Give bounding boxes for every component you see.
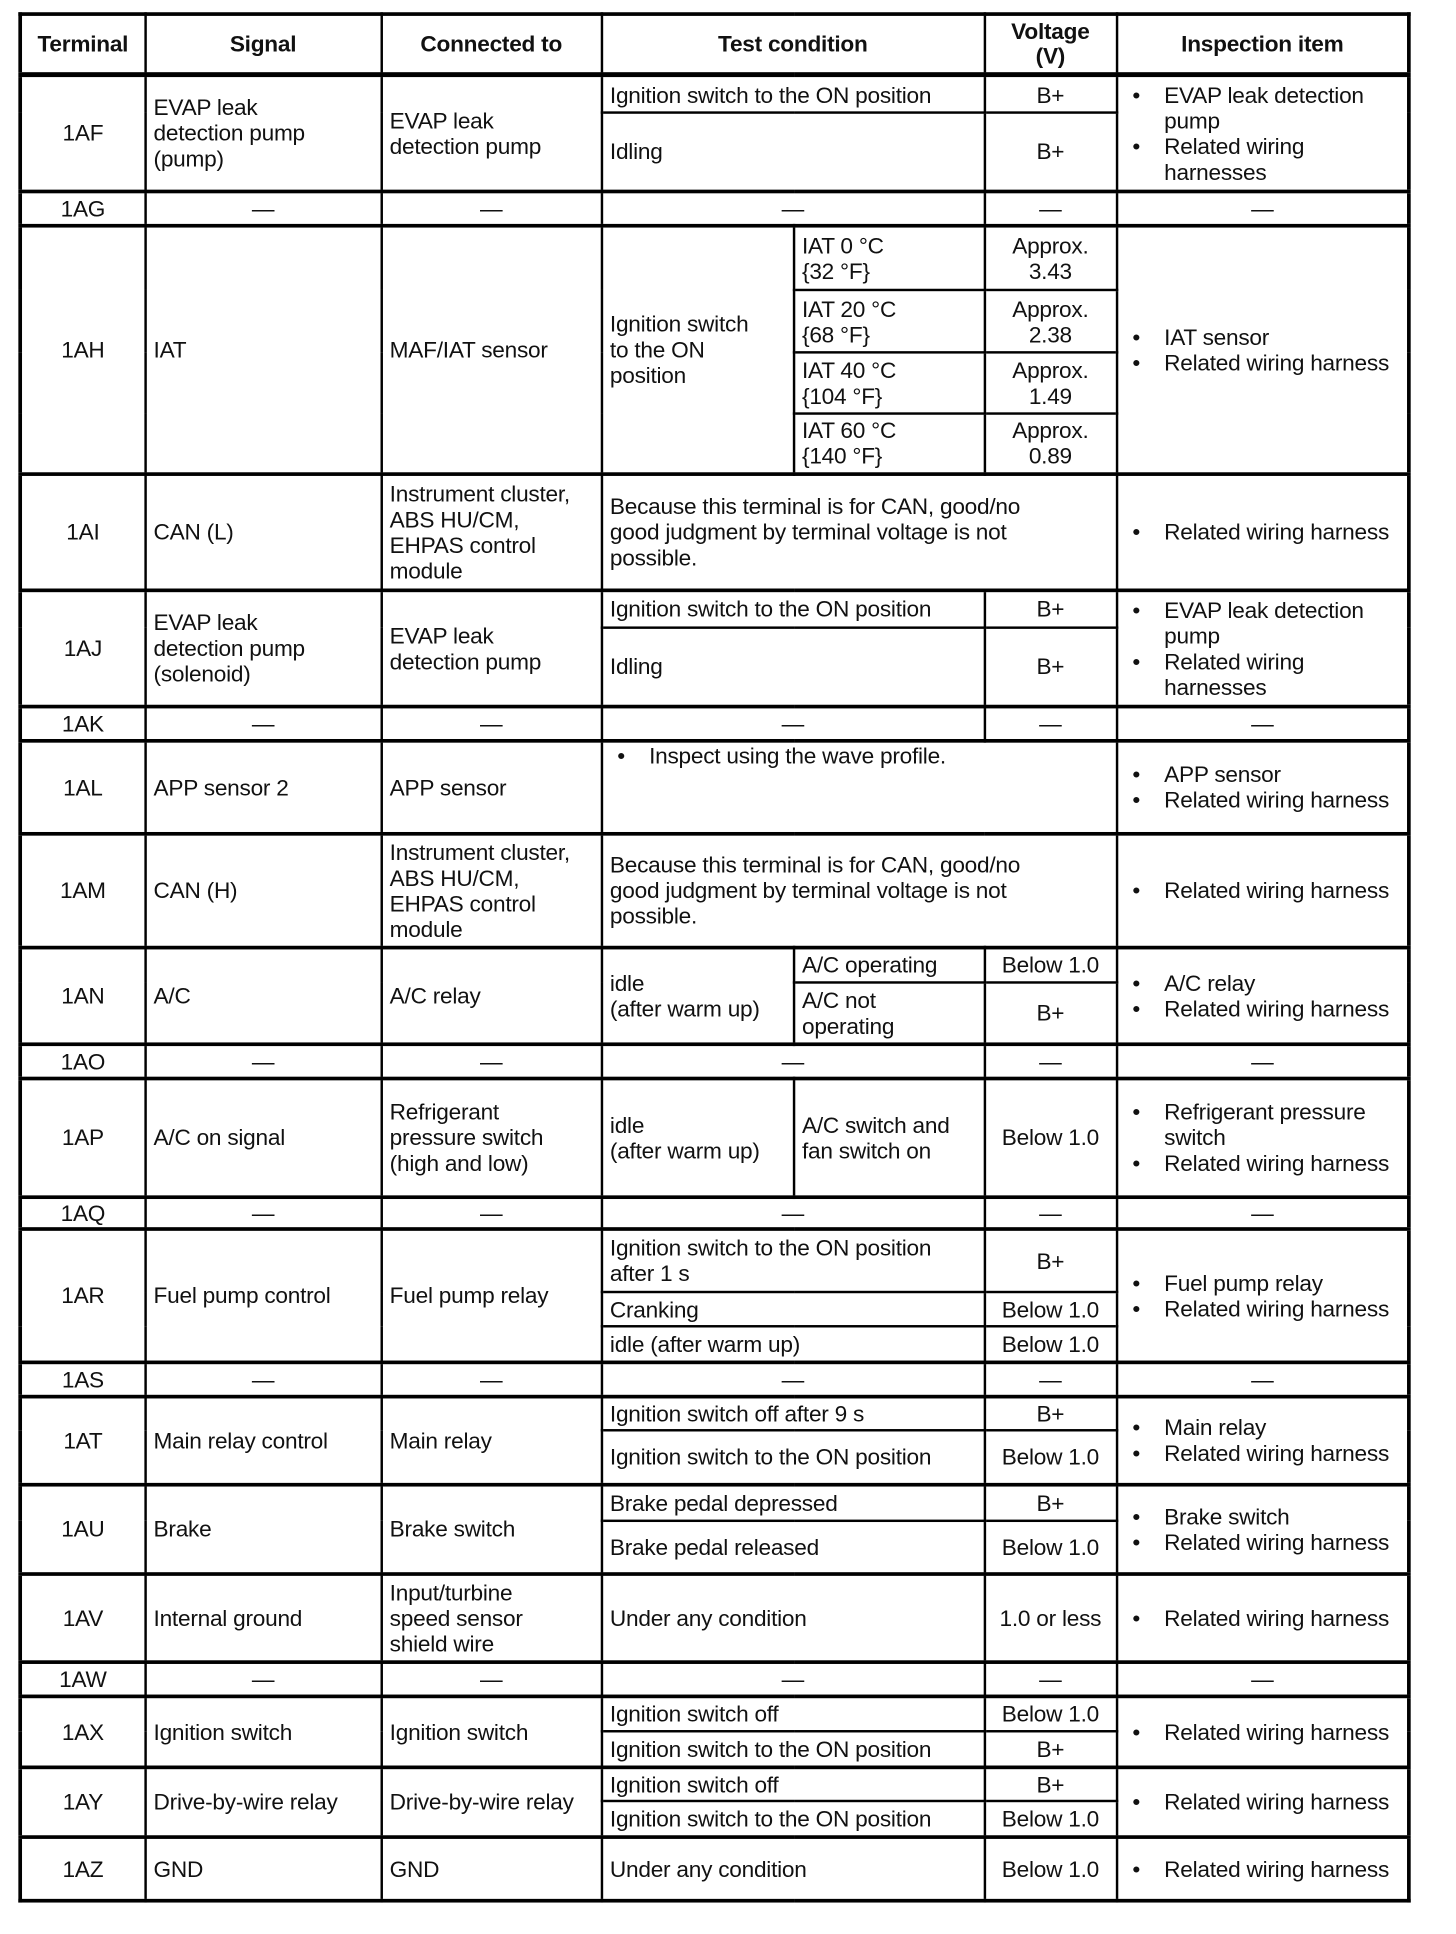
table-row bbox=[20, 1362, 1409, 1396]
table-row bbox=[20, 225, 1409, 290]
voltage-cell: Below 1.0 bbox=[984, 1078, 1116, 1197]
terminal-cell: 1AR bbox=[20, 1228, 145, 1361]
test-condition-cell: — bbox=[601, 1362, 984, 1396]
table-row bbox=[20, 1197, 1409, 1229]
signal-cell: CAN (H) bbox=[145, 833, 381, 947]
inspection-list bbox=[1125, 1503, 1400, 1554]
voltage-cell: — bbox=[984, 191, 1116, 225]
test-condition-group: idle (after warm up) bbox=[601, 1078, 793, 1197]
voltage-cell: Below 1.0 bbox=[984, 1836, 1116, 1900]
table-row bbox=[20, 1396, 1409, 1430]
connected-to-cell: — bbox=[381, 191, 601, 225]
header-test-condition: Test condition bbox=[601, 14, 984, 75]
signal-cell: EVAP leak detection pump (solenoid) bbox=[145, 590, 381, 706]
voltage-cell: — bbox=[984, 1044, 1116, 1078]
signal-cell: — bbox=[145, 1662, 381, 1696]
inspection-item: • Related wiring harness bbox=[1125, 1605, 1400, 1631]
inspection-item: • Related wiring harness bbox=[1125, 787, 1400, 813]
voltage-cell: — bbox=[984, 1662, 1116, 1696]
voltage-cell: Below 1.0 bbox=[984, 1292, 1116, 1326]
terminal-cell: 1AT bbox=[20, 1396, 145, 1484]
inspection-cell bbox=[1116, 947, 1408, 1044]
signal-cell: A/C bbox=[145, 947, 381, 1044]
inspection-cell bbox=[1116, 1767, 1408, 1837]
table-body bbox=[20, 75, 1409, 1900]
terminal-cell: 1AH bbox=[20, 225, 145, 473]
inspection-item: • Related wiring harness bbox=[1125, 1855, 1400, 1881]
signal-cell: Main relay control bbox=[145, 1396, 381, 1484]
terminal-cell: 1AS bbox=[20, 1362, 145, 1396]
inspection-list bbox=[1125, 1855, 1400, 1881]
signal-cell: — bbox=[145, 1044, 381, 1078]
inspection-cell bbox=[1116, 1836, 1408, 1900]
test-condition-cell: Ignition switch off after 9 s bbox=[601, 1396, 984, 1430]
signal-cell: Fuel pump control bbox=[145, 1228, 381, 1361]
inspection-list bbox=[1125, 761, 1400, 812]
table-row bbox=[20, 473, 1409, 589]
inspection-cell bbox=[1116, 225, 1408, 473]
test-condition-sub: A/C operating bbox=[793, 947, 984, 982]
test-condition-note bbox=[601, 740, 1116, 833]
inspection-list bbox=[1125, 1099, 1400, 1176]
test-condition-cell: Idling bbox=[601, 113, 984, 191]
test-condition-sub: A/C not operating bbox=[793, 982, 984, 1043]
inspection-item: • APP sensor bbox=[1125, 761, 1400, 787]
connected-to-cell: GND bbox=[381, 1836, 601, 1900]
voltage-cell: Below 1.0 bbox=[984, 1326, 1116, 1361]
signal-cell: — bbox=[145, 1362, 381, 1396]
inspection-item: • EVAP leak detection pump bbox=[1125, 596, 1400, 647]
connected-to-cell: — bbox=[381, 1362, 601, 1396]
test-condition-cell: — bbox=[601, 1662, 984, 1696]
test-condition-cell: Under any condition bbox=[601, 1836, 984, 1900]
terminal-cell: 1AI bbox=[20, 473, 145, 589]
test-condition-cell: Ignition switch off bbox=[601, 1767, 984, 1801]
voltage-cell: B+ bbox=[984, 628, 1116, 706]
terminal-cell: 1AV bbox=[20, 1573, 145, 1661]
inspection-item: • EVAP leak detection pump bbox=[1125, 82, 1400, 133]
connected-to-cell: Refrigerant pressure switch (high and low) bbox=[381, 1078, 601, 1197]
test-condition-cell: — bbox=[601, 191, 984, 225]
inspection-item: • Related wiring harness bbox=[1125, 1529, 1400, 1555]
inspection-list bbox=[1125, 970, 1400, 1021]
table-row bbox=[20, 1696, 1409, 1731]
note-item: • Inspect using the wave profile. bbox=[610, 742, 1108, 768]
signal-cell: — bbox=[145, 1197, 381, 1229]
table-row bbox=[20, 833, 1409, 947]
terminal-inspection-table bbox=[18, 12, 1410, 1902]
terminal-cell: 1AW bbox=[20, 1662, 145, 1696]
signal-cell: EVAP leak detection pump (pump) bbox=[145, 75, 381, 191]
connected-to-cell: APP sensor bbox=[381, 740, 601, 833]
inspection-item: • Related wiring harness bbox=[1125, 1718, 1400, 1744]
signal-cell: Internal ground bbox=[145, 1573, 381, 1661]
inspection-item: • Brake switch bbox=[1125, 1503, 1400, 1529]
test-condition-cell: Ignition switch off bbox=[601, 1696, 984, 1731]
inspection-item: • Main relay bbox=[1125, 1414, 1400, 1440]
connected-to-cell: Instrument cluster, ABS HU/CM, EHPAS control module bbox=[381, 833, 601, 947]
connected-to-cell: EVAP leak detection pump bbox=[381, 75, 601, 191]
terminal-cell: 1AL bbox=[20, 740, 145, 833]
inspection-item: • Fuel pump relay bbox=[1125, 1269, 1400, 1295]
inspection-cell bbox=[1116, 1228, 1408, 1361]
test-condition-cell: Ignition switch to the ON position bbox=[601, 1430, 984, 1484]
inspection-cell: — bbox=[1116, 1662, 1408, 1696]
inspection-item: • Related wiring harness bbox=[1125, 349, 1400, 375]
test-condition-cell: Idling bbox=[601, 628, 984, 706]
terminal-cell: 1AO bbox=[20, 1044, 145, 1078]
inspection-item: • Related wiring harnesses bbox=[1125, 133, 1400, 184]
terminal-cell: 1AU bbox=[20, 1484, 145, 1573]
signal-cell: Ignition switch bbox=[145, 1696, 381, 1767]
inspection-list bbox=[1125, 519, 1400, 545]
test-condition-cell: Under any condition bbox=[601, 1573, 984, 1661]
voltage-cell: Approx. 0.89 bbox=[984, 414, 1116, 474]
connected-to-cell: — bbox=[381, 1662, 601, 1696]
table-row bbox=[20, 1767, 1409, 1801]
inspection-item: • Related wiring harness bbox=[1125, 877, 1400, 903]
inspection-item: • A/C relay bbox=[1125, 970, 1400, 996]
table-row bbox=[20, 1484, 1409, 1521]
inspection-cell bbox=[1116, 75, 1408, 191]
inspection-cell bbox=[1116, 590, 1408, 706]
connected-to-cell: A/C relay bbox=[381, 947, 601, 1044]
test-condition-group: idle (after warm up) bbox=[601, 947, 793, 1044]
inspection-item: • Related wiring harness bbox=[1125, 995, 1400, 1021]
test-condition-cell: — bbox=[601, 1197, 984, 1229]
signal-cell: — bbox=[145, 191, 381, 225]
test-condition-sub: IAT 40 °C {104 °F} bbox=[793, 352, 984, 413]
voltage-cell: Below 1.0 bbox=[984, 1696, 1116, 1731]
inspection-item: • Related wiring harness bbox=[1125, 1295, 1400, 1321]
inspection-item: • Refrigerant pressure switch bbox=[1125, 1099, 1400, 1150]
voltage-cell: B+ bbox=[984, 590, 1116, 628]
signal-cell: — bbox=[145, 706, 381, 740]
inspection-cell bbox=[1116, 1484, 1408, 1573]
terminal-cell: 1AX bbox=[20, 1696, 145, 1767]
inspection-cell: — bbox=[1116, 1044, 1408, 1078]
table-row bbox=[20, 1228, 1409, 1292]
voltage-cell: Approx. 3.43 bbox=[984, 225, 1116, 290]
table-row bbox=[20, 1044, 1409, 1078]
signal-cell: CAN (L) bbox=[145, 473, 381, 589]
test-condition-sub: IAT 20 °C {68 °F} bbox=[793, 290, 984, 352]
connected-to-cell: Ignition switch bbox=[381, 1696, 601, 1767]
voltage-cell: Below 1.0 bbox=[984, 947, 1116, 982]
voltage-cell: Below 1.0 bbox=[984, 1430, 1116, 1484]
voltage-cell: Approx. 1.49 bbox=[984, 352, 1116, 413]
table-row bbox=[20, 740, 1409, 833]
table-row bbox=[20, 191, 1409, 225]
inspection-list bbox=[1125, 1605, 1400, 1631]
inspection-cell bbox=[1116, 740, 1408, 833]
header-connected-to: Connected to bbox=[381, 14, 601, 75]
table-row bbox=[20, 1836, 1409, 1900]
test-condition-cell: — bbox=[601, 706, 984, 740]
inspection-item: • Related wiring harnesses bbox=[1125, 648, 1400, 699]
inspection-list bbox=[1125, 1269, 1400, 1320]
terminal-cell: 1AY bbox=[20, 1767, 145, 1837]
terminal-cell: 1AF bbox=[20, 75, 145, 191]
table-row bbox=[20, 706, 1409, 740]
inspection-item: • Related wiring harness bbox=[1125, 519, 1400, 545]
terminal-cell: 1AG bbox=[20, 191, 145, 225]
signal-cell: GND bbox=[145, 1836, 381, 1900]
voltage-cell: — bbox=[984, 706, 1116, 740]
inspection-item: • Related wiring harness bbox=[1125, 1789, 1400, 1815]
test-condition-cell: Ignition switch to the ON position after 1 s bbox=[601, 1228, 984, 1292]
inspection-cell bbox=[1116, 833, 1408, 947]
terminal-cell: 1AM bbox=[20, 833, 145, 947]
signal-cell: Brake bbox=[145, 1484, 381, 1573]
signal-cell: A/C on signal bbox=[145, 1078, 381, 1197]
terminal-cell: 1AP bbox=[20, 1078, 145, 1197]
voltage-cell: 1.0 or less bbox=[984, 1573, 1116, 1661]
connected-to-cell: Main relay bbox=[381, 1396, 601, 1484]
connected-to-cell: — bbox=[381, 706, 601, 740]
table-row bbox=[20, 590, 1409, 628]
test-condition-cell: Brake pedal depressed bbox=[601, 1484, 984, 1521]
terminal-cell: 1AN bbox=[20, 947, 145, 1044]
test-condition-sub: IAT 0 °C {32 °F} bbox=[793, 225, 984, 290]
inspection-list bbox=[1125, 1414, 1400, 1465]
connected-to-cell: Input/turbine speed sensor shield wire bbox=[381, 1573, 601, 1661]
test-condition-note: Because this terminal is for CAN, good/no good judgment by terminal voltage is not possible. bbox=[601, 473, 1116, 589]
voltage-cell: B+ bbox=[984, 1767, 1116, 1801]
inspection-cell bbox=[1116, 1078, 1408, 1197]
inspection-item: • Related wiring harness bbox=[1125, 1440, 1400, 1466]
table-row bbox=[20, 1078, 1409, 1197]
test-condition-cell: — bbox=[601, 1044, 984, 1078]
inspection-cell bbox=[1116, 1396, 1408, 1484]
voltage-cell: B+ bbox=[984, 1228, 1116, 1292]
test-condition-note: Because this terminal is for CAN, good/no good judgment by terminal voltage is not possible. bbox=[601, 833, 1116, 947]
terminal-cell: 1AQ bbox=[20, 1197, 145, 1229]
inspection-cell: — bbox=[1116, 1197, 1408, 1229]
inspection-item: • Related wiring harness bbox=[1125, 1150, 1400, 1176]
test-condition-cell: Ignition switch to the ON position bbox=[601, 1801, 984, 1836]
inspection-list bbox=[1125, 1789, 1400, 1815]
test-condition-sub: A/C switch and fan switch on bbox=[793, 1078, 984, 1197]
voltage-cell: B+ bbox=[984, 982, 1116, 1043]
test-condition-cell: Ignition switch to the ON position bbox=[601, 75, 984, 113]
note-list bbox=[610, 742, 1108, 768]
voltage-cell: B+ bbox=[984, 1396, 1116, 1430]
test-condition-cell: Cranking bbox=[601, 1292, 984, 1326]
voltage-cell: — bbox=[984, 1197, 1116, 1229]
terminal-cell: 1AZ bbox=[20, 1836, 145, 1900]
inspection-item: • IAT sensor bbox=[1125, 324, 1400, 350]
voltage-cell: Below 1.0 bbox=[984, 1521, 1116, 1574]
header-row bbox=[20, 14, 1409, 75]
inspection-list bbox=[1125, 324, 1400, 375]
voltage-cell: B+ bbox=[984, 1484, 1116, 1521]
inspection-cell bbox=[1116, 1573, 1408, 1661]
header-terminal: Terminal bbox=[20, 14, 145, 75]
inspection-cell: — bbox=[1116, 191, 1408, 225]
voltage-cell: B+ bbox=[984, 75, 1116, 113]
test-condition-cell: Ignition switch to the ON position bbox=[601, 590, 984, 628]
inspection-list bbox=[1125, 82, 1400, 185]
connected-to-cell: Brake switch bbox=[381, 1484, 601, 1573]
inspection-cell: — bbox=[1116, 1362, 1408, 1396]
header-signal: Signal bbox=[145, 14, 381, 75]
header-voltage: Voltage (V) bbox=[984, 14, 1116, 75]
connected-to-cell: Drive-by-wire relay bbox=[381, 1767, 601, 1837]
signal-cell: Drive-by-wire relay bbox=[145, 1767, 381, 1837]
test-condition-group: Ignition switch to the ON position bbox=[601, 225, 793, 473]
voltage-cell: B+ bbox=[984, 1731, 1116, 1766]
test-condition-sub: IAT 60 °C {140 °F} bbox=[793, 414, 984, 474]
inspection-list bbox=[1125, 877, 1400, 903]
signal-cell: IAT bbox=[145, 225, 381, 473]
inspection-cell: — bbox=[1116, 706, 1408, 740]
voltage-cell: Below 1.0 bbox=[984, 1801, 1116, 1836]
connected-to-cell: EVAP leak detection pump bbox=[381, 590, 601, 706]
connected-to-cell: — bbox=[381, 1197, 601, 1229]
table-row bbox=[20, 75, 1409, 113]
test-condition-cell: idle (after warm up) bbox=[601, 1326, 984, 1361]
table-row bbox=[20, 1662, 1409, 1696]
connected-to-cell: — bbox=[381, 1044, 601, 1078]
connected-to-cell: Instrument cluster, ABS HU/CM, EHPAS control module bbox=[381, 473, 601, 589]
test-condition-cell: Ignition switch to the ON position bbox=[601, 1731, 984, 1766]
inspection-cell bbox=[1116, 473, 1408, 589]
terminal-cell: 1AK bbox=[20, 706, 145, 740]
table-row bbox=[20, 1573, 1409, 1661]
test-condition-cell: Brake pedal released bbox=[601, 1521, 984, 1574]
connected-to-cell: Fuel pump relay bbox=[381, 1228, 601, 1361]
header-inspection-item: Inspection item bbox=[1116, 14, 1408, 75]
inspection-list bbox=[1125, 1718, 1400, 1744]
voltage-cell: Approx. 2.38 bbox=[984, 290, 1116, 352]
table-row bbox=[20, 947, 1409, 982]
connected-to-cell: MAF/IAT sensor bbox=[381, 225, 601, 473]
inspection-cell bbox=[1116, 1696, 1408, 1767]
terminal-cell: 1AJ bbox=[20, 590, 145, 706]
voltage-cell: B+ bbox=[984, 113, 1116, 191]
inspection-list bbox=[1125, 596, 1400, 699]
voltage-cell: — bbox=[984, 1362, 1116, 1396]
signal-cell: APP sensor 2 bbox=[145, 740, 381, 833]
